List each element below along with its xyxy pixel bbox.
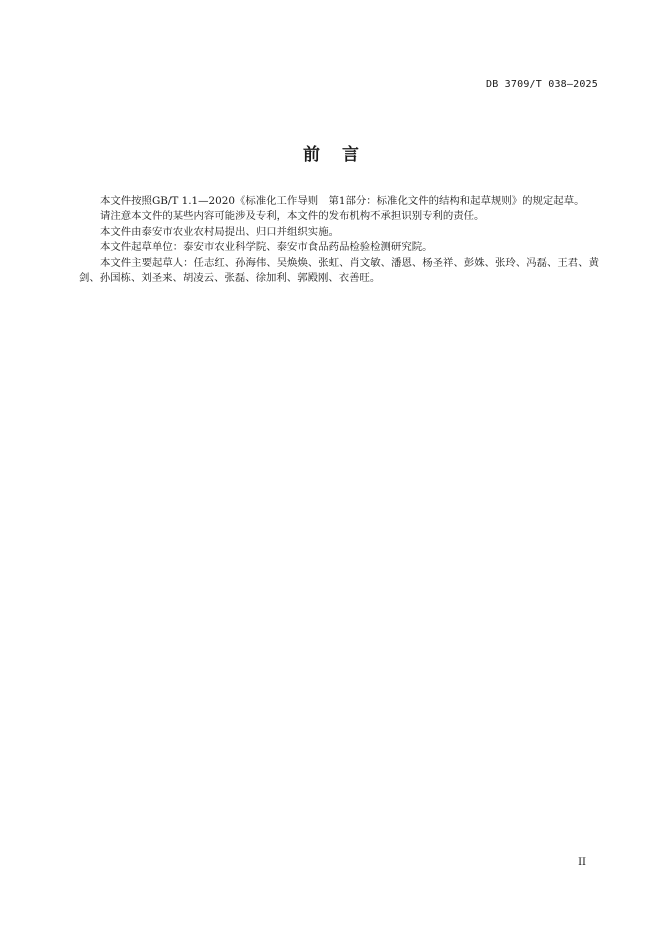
paragraph-proposer: 本文件由泰安市农业农村局提出、归口并组织实施。 [100, 225, 339, 238]
paragraph-drafting-units: 本文件起草单位：泰安市农业科学院、泰安市食品药品检验检测研究院。 [100, 241, 433, 254]
paragraph-drafters: 本文件主要起草人：任志红、孙海伟、吴焕焕、张虹、肖文敏、潘恩、杨圣祥、彭姝、张玲、冯磊、王君、黄剑、孙国栋、刘圣来、胡凌云、张磊、徐加利、郭殿刚、衣善旺。 [79, 256, 599, 285]
page-title: 前言 [303, 145, 381, 165]
paragraph-drafting-basis: 本文件按照GB/T 1.1—2020《标准化工作导则 第1部分：标准化文件的结构和起草规则》的规定起草。 [100, 195, 585, 207]
foreword-body [79, 194, 599, 286]
page-number: II [578, 857, 586, 868]
paragraph-patent-notice: 请注意本文件的某些内容可能涉及专利，本文件的发布机构不承担识别专利的责任。 [100, 210, 485, 223]
document-code: DB 3709/T 038—2025 [486, 79, 598, 90]
